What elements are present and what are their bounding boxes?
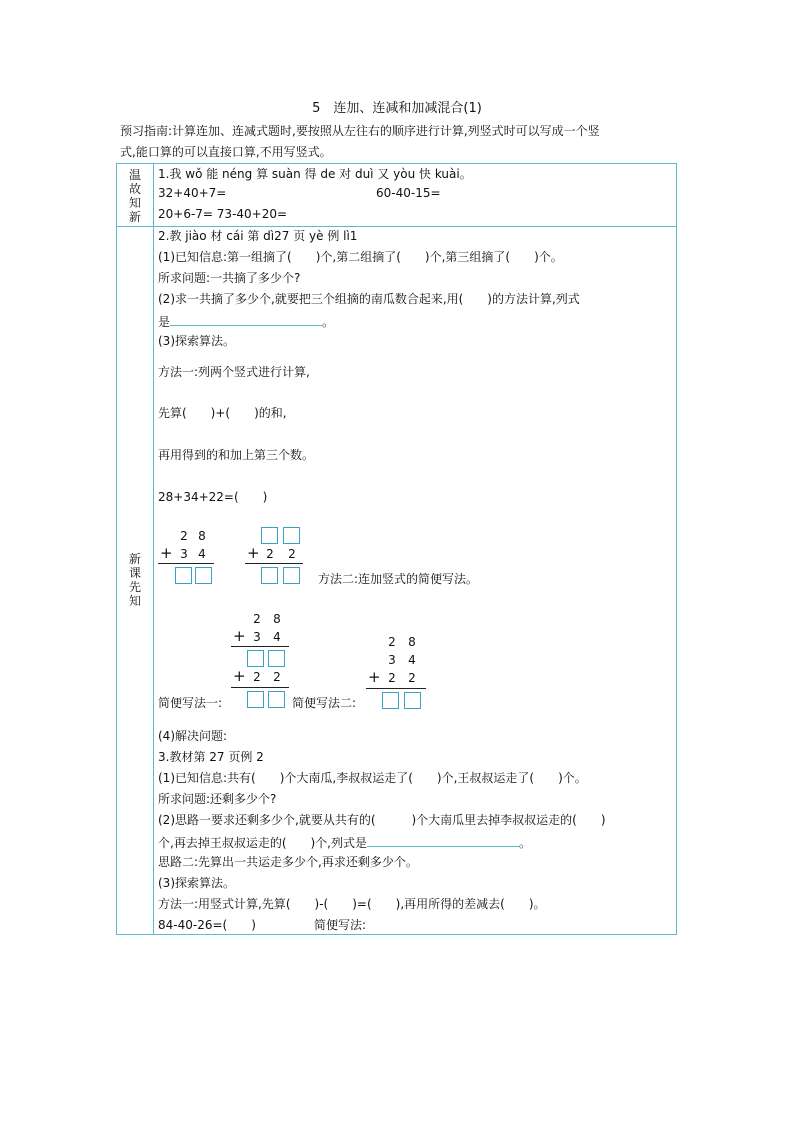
answer-box[interactable] [283,527,300,544]
exercise-row1-left: 32+40+7= [158,186,227,200]
answer-box[interactable] [268,650,285,667]
digit: 4 [273,630,281,644]
digit: 4 [408,653,416,667]
digit: 2 [253,670,261,684]
problem-2a: (2)思路一要求还剩多少个,就要从共有的( )个大南瓜里去掉李叔叔运走的( ) [158,813,606,827]
problem-3b-left: 84-40-26=( ) [158,918,256,932]
answer-box[interactable] [261,567,278,584]
sum-line [231,687,289,688]
digit: 3 [388,653,396,667]
digit: 8 [408,635,416,649]
question-4: (4)解决问题: [158,729,228,743]
digit: 2 [288,547,296,561]
sum-line [366,688,426,689]
question-2b: 是 。 [158,311,334,331]
problem-1b: 所求问题:还剩多少个? [158,792,277,806]
question-1b: 所求问题:一共摘了多少个? [158,271,301,285]
question-3: (3)探索算法。 [158,334,235,348]
guide-line-2: 式,能口算的可以直接口算,不用写竖式。 [120,145,332,159]
answer-box[interactable] [195,567,212,584]
problem-3: (3)探索算法。 [158,876,235,890]
problem-3b-right: 简便写法: [314,918,367,932]
plus-sign: + [160,544,173,562]
plus-sign: + [233,627,246,645]
answer-blank[interactable] [367,832,519,847]
exercise-row2: 20+6-7= 73-40+20= [158,207,288,221]
guide-line-1: 预习指南:计算连加、连减式题时,要按照从左往右的顺序进行计算,列竖式时可以写成一个竖 [120,124,600,138]
answer-box[interactable] [175,567,192,584]
digit: 2 [253,612,261,626]
answer-box[interactable] [283,567,300,584]
plus-sign: + [233,667,246,685]
method-1c: 再用得到的和加上第三个数。 [158,448,315,462]
method-1b: 先算( )+( )的和, [158,406,287,420]
digit: 2 [273,670,281,684]
exercise-3-heading: 3.教材第 27 页例 2 [158,750,264,764]
answer-box[interactable] [247,691,264,708]
section1-heading: 1.我 wǒ 能 néng 算 suàn 得 de 对 duì 又 yòu 快 kuài。 [158,167,472,181]
sum-line [245,563,303,564]
digit: 3 [180,547,188,561]
digit: 2 [388,635,396,649]
problem-1: (1)已知信息:共有( )个大南瓜,李叔叔运走了( )个,王叔叔运走了( )个。 [158,771,587,785]
digit: 2 [388,671,396,685]
digit: 2 [266,547,274,561]
digit: 2 [408,671,416,685]
section2-heading: 2.教 jiào 材 cái 第 dì27 页 yè 例 lì1 [158,229,358,243]
sum-line [158,563,214,564]
section1-label: 温 故 知 新 [128,168,141,224]
question-2a: (2)求一共摘了多少个,就要把三个组摘的南瓜数合起来,用( )的方法计算,列式 [158,292,580,306]
answer-box[interactable] [404,692,421,709]
method-2: 方法二:连加竖式的简便写法。 [318,572,479,586]
problem-2b: 个,再去掉王叔叔运走的( )个,列式是 。 [158,832,531,852]
answer-blank[interactable] [170,311,322,326]
plus-sign: + [368,668,381,686]
plus-sign: + [247,544,260,562]
problem-2c: 思路二:先算出一共运走多少个,再求还剩多少个。 [158,855,418,869]
page-title: 5 连加、连减和加减混合(1) [312,101,482,116]
simple-method-1-label: 简便写法一: [158,696,223,710]
digit: 8 [198,529,206,543]
answer-box[interactable] [261,527,278,544]
simple-method-2-label: 简便写法二: [292,696,357,710]
answer-box[interactable] [247,650,264,667]
problem-3a: 方法一:用竖式计算,先算( )-( )=( ),再用所得的差减去( )。 [158,897,546,911]
digit: 4 [198,547,206,561]
question-1: (1)已知信息:第一组摘了( )个,第二组摘了( )个,第三组摘了( )个。 [158,250,563,264]
digit: 8 [273,612,281,626]
section2-label: 新 课 先 知 [128,552,141,608]
sum-line [231,646,289,647]
method-1: 方法一:列两个竖式进行计算, [158,365,310,379]
digit: 2 [180,529,188,543]
equation: 28+34+22=( ) [158,490,268,504]
digit: 3 [253,630,261,644]
exercise-row1-right: 60-40-15= [376,186,441,200]
answer-box[interactable] [268,691,285,708]
answer-box[interactable] [382,692,399,709]
